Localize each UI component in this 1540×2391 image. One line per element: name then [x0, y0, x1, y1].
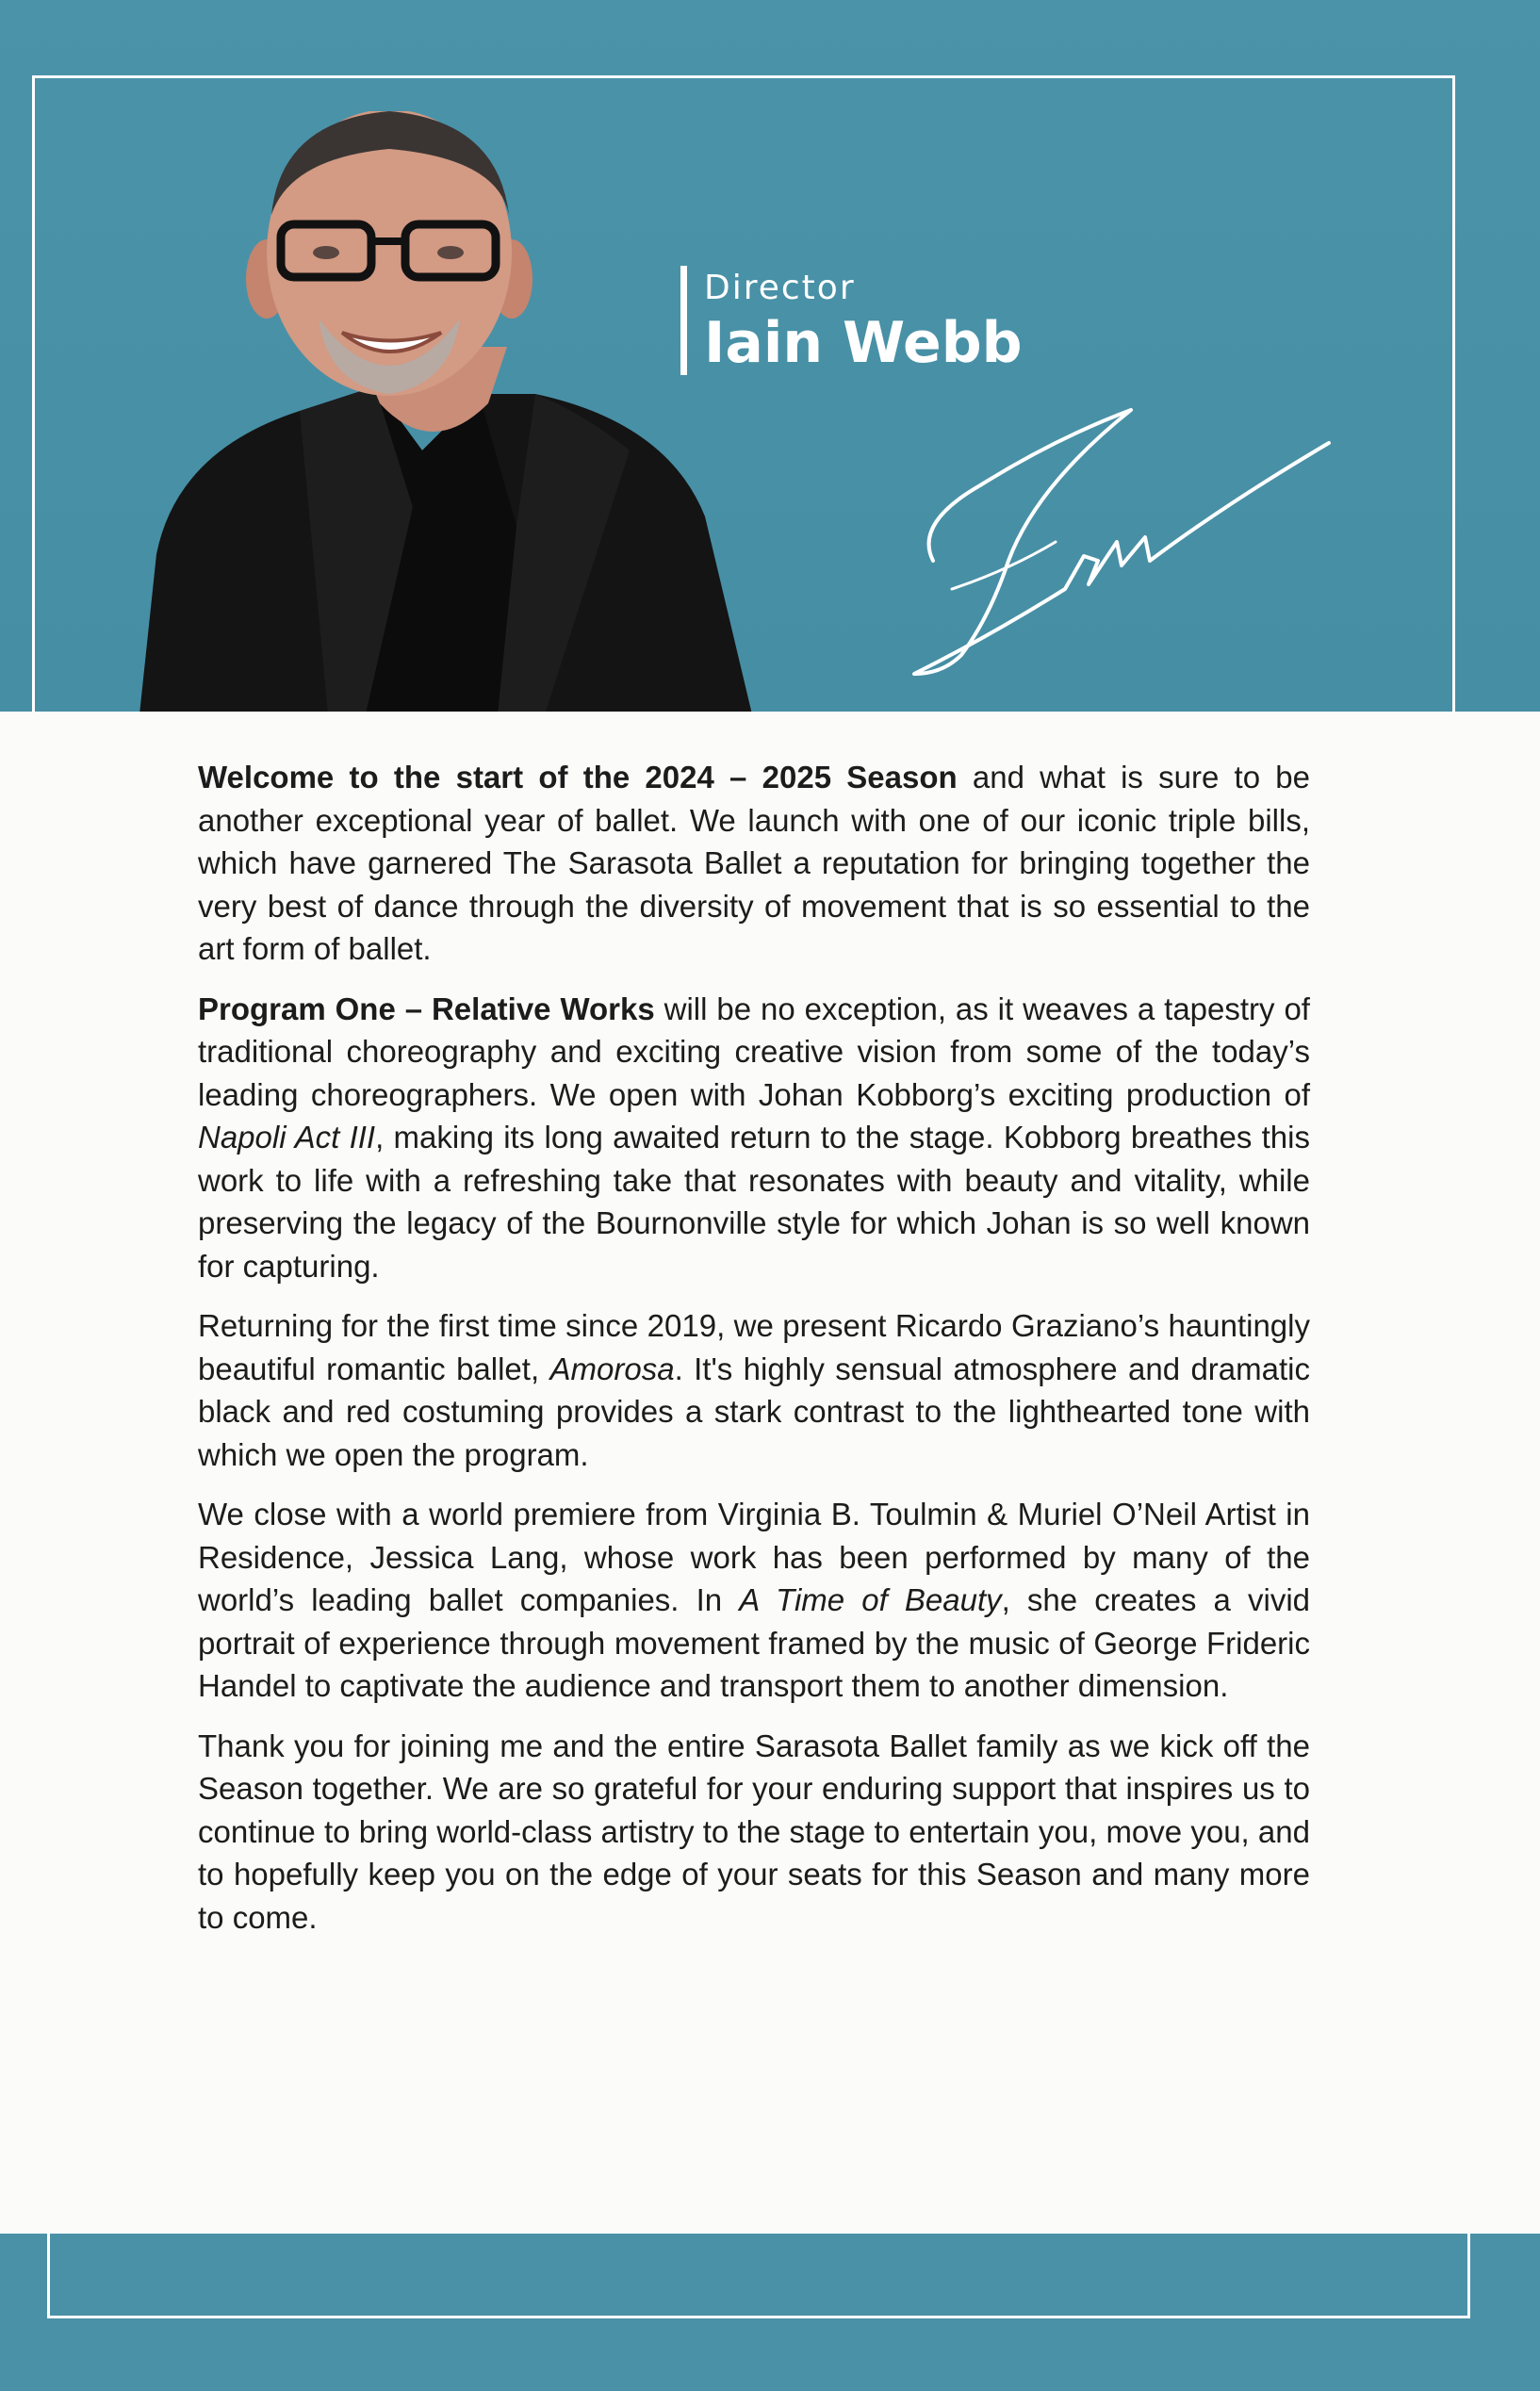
paragraph-amorosa	[198, 1304, 1310, 1476]
director-role: Director	[704, 269, 856, 307]
paragraph-welcome	[198, 756, 1310, 971]
thank-you-text: Thank you for joining me and the entire Sarasota Ballet family as we kick off the Season together. We are so grateful for your enduring support that inspires us to continue to bring world-class artistry to the stage to entertain you, move you, and to hopefully keep you on the edge of your seats for this Season and many more to come.	[198, 1728, 1310, 1935]
amorosa-title: Amorosa	[549, 1351, 675, 1386]
amorosa-text-2: . It's highly sensual atmosphere and dramatic black and red costuming provides a stark contrast to the lighthearted tone with which we open the program.	[198, 1351, 1310, 1472]
amorosa-text-1: Returning for the first time since 2019, we present Ricardo Graziano’s hauntingly beautiful romantic ballet,	[198, 1308, 1310, 1386]
program-one-title-napoli: Napoli Act III	[198, 1120, 376, 1155]
director-letter	[198, 756, 1310, 1956]
premiere-text-2: , she creates a vivid portrait of experience through movement framed by the music of George Frideric Handel to captivate the audience and transport them to another dimension.	[198, 1582, 1311, 1703]
program-one-text-1: will be no exception, as it weaves a tapestry of traditional choreography and exciting creative vision from some of the today’s leading choreographers. We open with Johan Kobborg’s exciting production of	[198, 991, 1310, 1112]
program-one-lead: Program One – Relative Works	[198, 991, 655, 1026]
program-one-text-2: , making its long awaited return to the stage. Kobborg breathes this work to life with a refreshing take that resonates with beauty and vitality, while preserving the legacy of the Bournonville style for which Johan is so well known for capturing.	[198, 1120, 1310, 1284]
paragraph-premiere	[198, 1493, 1310, 1708]
premiere-title: A Time of Beauty	[739, 1582, 1002, 1617]
welcome-text: and what is sure to be another exceptional year of ballet. We launch with one of our iconic triple bills, which have garnered The Sarasota Ballet a reputation for bringing together the very best of dance through the diversity of movement that is so essential to the art form of ballet.	[198, 760, 1310, 966]
director-signature	[895, 401, 1338, 683]
paragraph-thank-you	[198, 1725, 1310, 1940]
director-portrait	[139, 111, 856, 714]
director-name: Iain Webb	[704, 310, 1023, 376]
footer-frame-border	[47, 2234, 1470, 2318]
premiere-text-1: We close with a world premiere from Virginia B. Toulmin & Muriel O’Neil Artist in Residence, Jessica Lang, whose work has been performed by many of the world’s leading ballet companies. In	[198, 1497, 1310, 1617]
director-title	[680, 266, 1023, 375]
welcome-lead: Welcome to the start of the 2024 – 2025 Season	[198, 760, 958, 794]
paragraph-program-one	[198, 988, 1310, 1288]
